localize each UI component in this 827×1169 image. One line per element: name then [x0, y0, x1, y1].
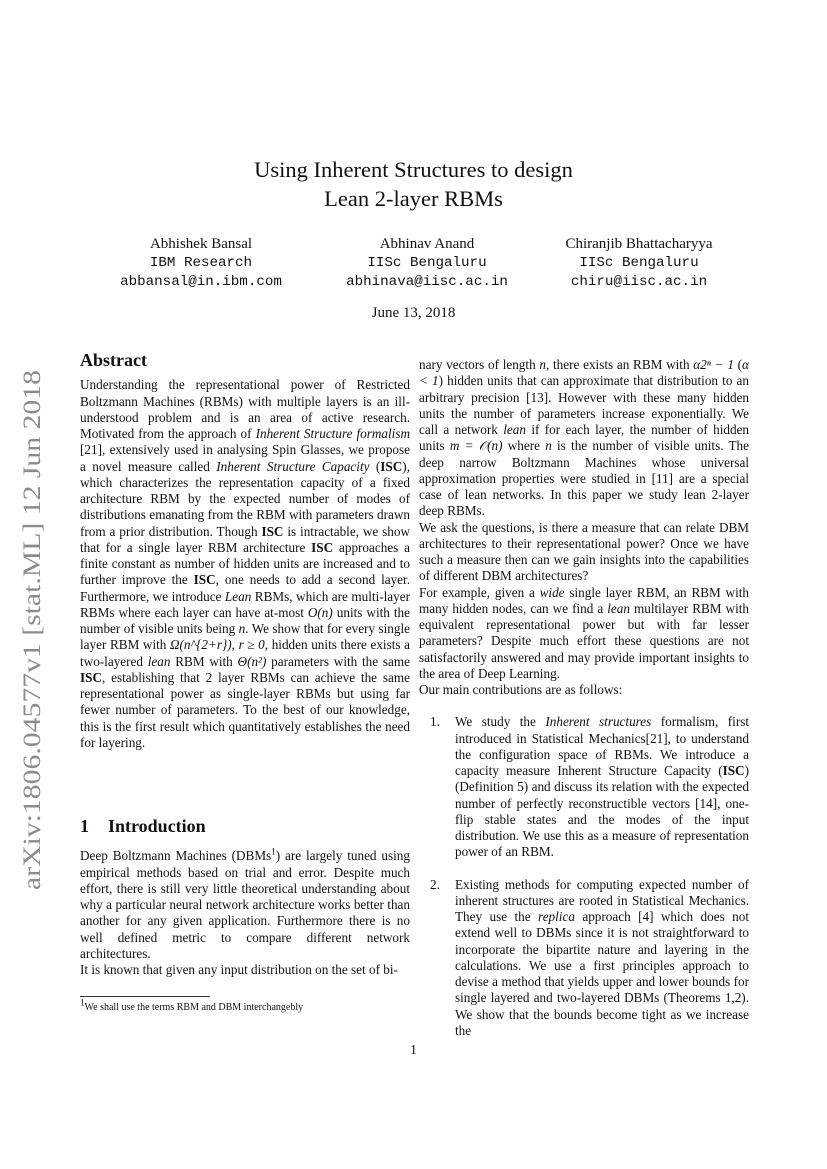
section-heading-introduction	[80, 818, 410, 834]
author-affiliation: IBM Research	[149, 255, 253, 271]
author-email[interactable]: chiru@iisc.ac.in	[570, 274, 708, 290]
right-paragraph-2: We ask the questions, is there a measure that can relate DBM architectures to their representational power? Once we have such a measure then can we gain insights into the capabilities of different DBM architectures?	[419, 519, 749, 584]
author-block-3	[524, 234, 754, 292]
footnote	[80, 997, 410, 1014]
math-big-o: O(n)	[307, 604, 333, 620]
page-number: 1	[410, 1042, 417, 1057]
author-block-1	[86, 234, 316, 292]
footnote-text: We shall use the terms RBM and DBM interchangebly	[84, 1002, 304, 1013]
author-email[interactable]: abbansal@in.ibm.com	[120, 274, 282, 290]
abstract-section	[80, 352, 410, 751]
footnote-rule	[80, 996, 210, 997]
right-paragraph-1: nary vectors of length n, there exists an RBM with α2ⁿ − 1 (α < 1) hidden units that can approximate that distribution to an arbitrary precision [13]. However with these many hidden units the number of parameters increase exponentially. We call a network lean if for each layer, the number of hidden units m = 𝒪(n) where n is the number of visible units. The deep narrow Boltzmann Machines whose universal approximation properties were studied in [11] are a special case of lean networks. In this paper we study lean 2-layer deep RBMs.	[419, 357, 749, 519]
arxiv-identifier-text: arXiv:1806.04577v1 [stat.ML] 12 Jun 2018	[19, 452, 46, 890]
section-title: Introduction	[108, 816, 206, 836]
math-m: m = 𝒪(n)	[449, 438, 503, 454]
right-paragraph-4: Our main contributions are as follows:	[419, 682, 623, 697]
author-affiliation: IISc Bengaluru	[367, 255, 487, 271]
paper-date: June 13, 2018	[371, 305, 456, 321]
list-item-number: 2.	[430, 876, 440, 892]
intro-paragraph-1: Deep Boltzmann Machines (DBMs$^1$) are largely tuned using empirical methods based on trial and error. Despite much effort, there is still very little theoretical understanding about why a particular neural network architecture works better than another for any given application. Furthermore there is no well defined metric to compare different network architectures.	[80, 846, 410, 961]
intro-paragraph-2: It is known that given any input distribution on the set of bi-	[80, 962, 398, 977]
list-item-number: 1.	[430, 714, 440, 730]
title-line-2: Lean 2-layer RBMs	[324, 186, 503, 211]
math-theta: Θ(n²)	[237, 653, 267, 669]
math-omega: Ω(n^{2+r}), r ≥ 0	[170, 637, 265, 653]
math-n: n	[238, 621, 246, 636]
title-line-1: Using Inherent Structures to design	[254, 157, 573, 182]
footnote-number: 1	[80, 997, 85, 1008]
list-item: 1. We study the Inherent structures formalism, first introduced in Statistical Mechanics[21], to understand the configuration space of RBMs. We introduce a capacity measure Inherent Structure Capacity (ISC) (Definition 5) and discuss its relation with the expected number of perfectly reconstructible vectors [14], one-flip stable states and the modes of the input distribution. We use this as a measure of representation power of an RBM.	[430, 714, 750, 860]
author-name: Abhinav Anand	[379, 236, 475, 252]
introduction-section	[80, 818, 410, 978]
author-affiliation: IISc Bengaluru	[579, 255, 699, 271]
section-number: 1	[80, 816, 89, 836]
author-email[interactable]: abhinava@iisc.ac.in	[346, 274, 508, 290]
arxiv-identifier-stamp	[6, 360, 50, 900]
abstract-heading: Abstract	[80, 350, 147, 370]
right-paragraph-3: For example, given a wide single layer RBM, an RBM with many hidden nodes, can we find a lean multilayer RBM with equivalent representational power but with far lesser parameters? Despite much effort these questions are not satisfactorily answered and may provide important insights to the area of Deep Learning.	[419, 584, 749, 681]
paper-title	[0, 155, 827, 213]
abstract-paragraph: Understanding the representational power of Restricted Boltzmann Machines (RBMs) with multiple layers is an ill-understood problem and is an area of active research. Motivated from the approach of Inherent Structure formalism [21], extensively used in analysing Spin Glasses, we propose a novel measure called Inherent Structure Capacity (ISC), which characterizes the representation capacity of a fixed architecture RBM by the expected number of modes of distributions emanating from the RBM with parameters drawn from a prior distribution. Though ISC is intractable, we show that for a single layer RBM architecture ISC approaches a finite constant as number of hidden units are increased and to further improve the ISC, one needs to add a second layer. Furthermore, we introduce Lean RBMs, which are multi-layer RBMs where each layer can have at-most O(n) units with the number of visible units being n. We show that for every single layer RBM with Ω(n^{2+r}), r ≥ 0, hidden units there exists a two-layered lean RBM with Θ(n²) parameters with the same ISC, establishing that 2 layer RBMs can achieve the same representational power as single-layer RBMs but using far fewer number of parameters. To the best of our knowledge, this is the first result which quantitatively establishes the need for layering.	[80, 377, 410, 750]
author-name: Abhishek Bansal	[149, 236, 253, 252]
footnote-marker[interactable]: 1	[271, 846, 276, 857]
list-item: 2. Existing methods for computing expected number of inherent structures are rooted in Statistical Mechanics. They use the replica approach [4] which does not extend well to DBMs since it is not straightforward to incorporate the bipartite nature and layering in the calculations. We use a first principles approach to devise a method that yields upper and lower bounds for single layered and two-layered DBMs (Theorems 1,2). We show that the bounds become tight as we increase the	[430, 876, 749, 1038]
math-alpha: α2ⁿ − 1	[693, 357, 734, 372]
contributions-list	[419, 714, 749, 1039]
author-name: Chiranjib Bhattacharyya	[565, 236, 713, 252]
right-column-text	[419, 357, 749, 1039]
author-block-2	[312, 234, 542, 292]
